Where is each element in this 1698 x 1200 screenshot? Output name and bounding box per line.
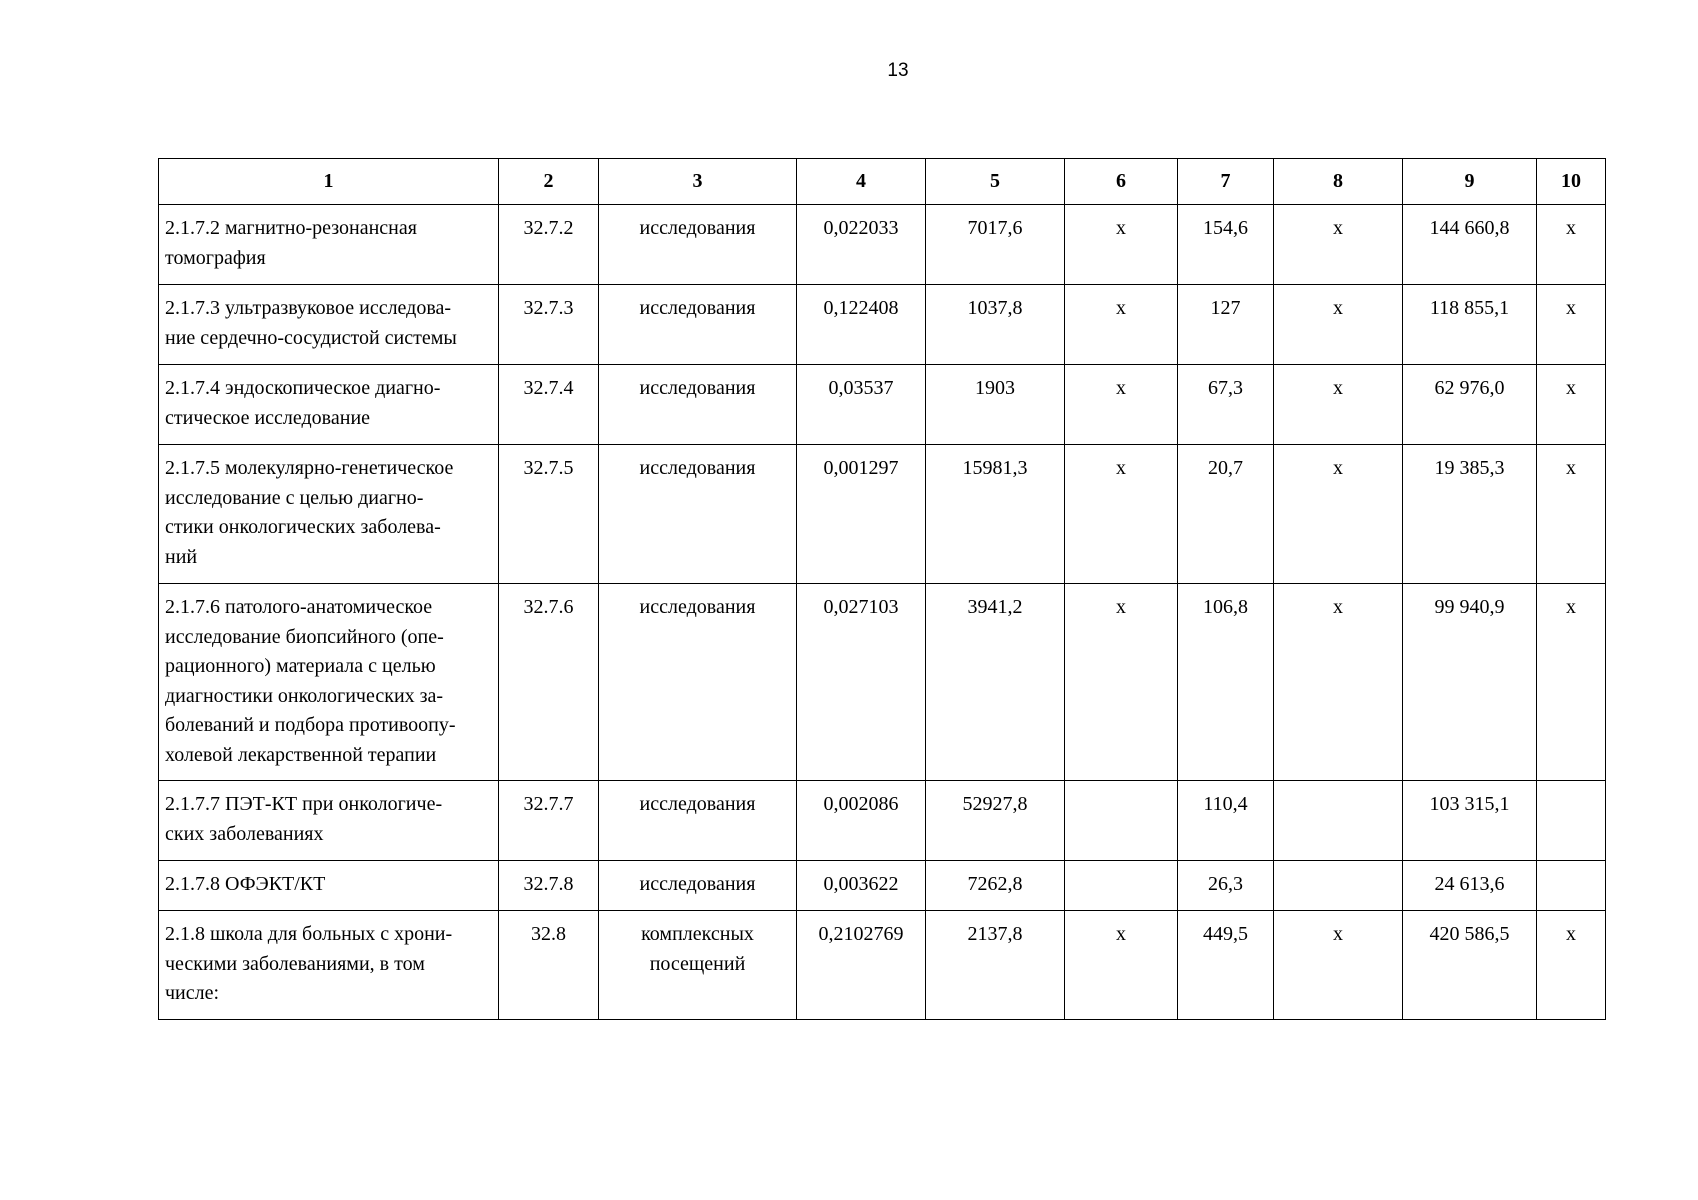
table-row [159, 861, 1606, 911]
row-code-cell: 32.7.6 [499, 584, 599, 781]
row-col9-cell: 103 315,1 [1403, 781, 1537, 861]
row-name-cell: 2.1.7.7 ПЭТ-КТ при онкологиче- ских заболеваниях [159, 781, 499, 861]
row-col10-cell [1537, 781, 1606, 861]
row-col8-cell: х [1274, 445, 1403, 584]
table-row [159, 911, 1606, 1020]
row-name-cell: 2.1.7.2 магнитно-резонансная томография [159, 205, 499, 285]
row-col5-cell: 1903 [926, 365, 1065, 445]
row-col7-cell: 67,3 [1178, 365, 1274, 445]
row-col7-cell: 127 [1178, 285, 1274, 365]
row-unit-cell: исследования [599, 861, 797, 911]
row-col5-cell: 7262,8 [926, 861, 1065, 911]
row-unit-cell: исследования [599, 445, 797, 584]
column-header: 3 [599, 159, 797, 205]
header-row [159, 159, 1606, 205]
row-unit-cell: исследования [599, 205, 797, 285]
row-col7-cell: 449,5 [1178, 911, 1274, 1020]
row-col8-cell [1274, 861, 1403, 911]
row-col8-cell: х [1274, 285, 1403, 365]
row-col6-cell: х [1065, 285, 1178, 365]
row-col8-cell: х [1274, 205, 1403, 285]
column-header: 5 [926, 159, 1065, 205]
row-unit-cell: исследования [599, 285, 797, 365]
column-header: 10 [1537, 159, 1606, 205]
row-col10-cell [1537, 861, 1606, 911]
row-col4-cell: 0,027103 [797, 584, 926, 781]
column-header: 6 [1065, 159, 1178, 205]
row-col6-cell: х [1065, 365, 1178, 445]
column-header: 4 [797, 159, 926, 205]
row-col7-cell: 26,3 [1178, 861, 1274, 911]
column-header: 8 [1274, 159, 1403, 205]
row-code-cell: 32.8 [499, 911, 599, 1020]
row-col4-cell: 0,022033 [797, 205, 926, 285]
table-row [159, 205, 1606, 285]
row-col10-cell: х [1537, 205, 1606, 285]
row-col8-cell: х [1274, 911, 1403, 1020]
row-col6-cell: х [1065, 584, 1178, 781]
row-unit-cell: исследования [599, 781, 797, 861]
row-col7-cell: 154,6 [1178, 205, 1274, 285]
row-col4-cell: 0,122408 [797, 285, 926, 365]
row-col5-cell: 52927,8 [926, 781, 1065, 861]
row-code-cell: 32.7.8 [499, 861, 599, 911]
row-col8-cell: х [1274, 365, 1403, 445]
row-col9-cell: 24 613,6 [1403, 861, 1537, 911]
page-number: 13 [887, 60, 909, 81]
row-col6-cell: х [1065, 445, 1178, 584]
row-col7-cell: 106,8 [1178, 584, 1274, 781]
row-col10-cell: х [1537, 584, 1606, 781]
column-header: 2 [499, 159, 599, 205]
row-col5-cell: 1037,8 [926, 285, 1065, 365]
row-col10-cell: х [1537, 285, 1606, 365]
row-name-cell: 2.1.8 школа для больных с хрони- ческими заболеваниями, в том числе: [159, 911, 499, 1020]
table-row [159, 584, 1606, 781]
row-col5-cell: 7017,6 [926, 205, 1065, 285]
row-code-cell: 32.7.7 [499, 781, 599, 861]
row-unit-cell: исследования [599, 365, 797, 445]
row-col6-cell: х [1065, 205, 1178, 285]
row-col9-cell: 62 976,0 [1403, 365, 1537, 445]
row-col4-cell: 0,003622 [797, 861, 926, 911]
row-col6-cell: х [1065, 911, 1178, 1020]
row-code-cell: 32.7.2 [499, 205, 599, 285]
row-col4-cell: 0,03537 [797, 365, 926, 445]
row-name-cell: 2.1.7.3 ультразвуковое исследова- ние сердечно-сосудистой системы [159, 285, 499, 365]
table-row [159, 781, 1606, 861]
row-unit-cell: исследования [599, 584, 797, 781]
row-col10-cell: х [1537, 365, 1606, 445]
row-col6-cell [1065, 781, 1178, 861]
column-header: 1 [159, 159, 499, 205]
row-col8-cell [1274, 781, 1403, 861]
row-col9-cell: 99 940,9 [1403, 584, 1537, 781]
row-col5-cell: 3941,2 [926, 584, 1065, 781]
row-code-cell: 32.7.4 [499, 365, 599, 445]
row-col10-cell: х [1537, 445, 1606, 584]
row-col9-cell: 420 586,5 [1403, 911, 1537, 1020]
column-header: 7 [1178, 159, 1274, 205]
row-code-cell: 32.7.3 [499, 285, 599, 365]
row-col10-cell: х [1537, 911, 1606, 1020]
row-col9-cell: 19 385,3 [1403, 445, 1537, 584]
table-row [159, 365, 1606, 445]
row-name-cell: 2.1.7.8 ОФЭКТ/КТ [159, 861, 499, 911]
row-col5-cell: 15981,3 [926, 445, 1065, 584]
row-col7-cell: 20,7 [1178, 445, 1274, 584]
column-header: 9 [1403, 159, 1537, 205]
row-name-cell: 2.1.7.5 молекулярно-генетическое исследование с целью диагно- стики онкологических заболева- ний [159, 445, 499, 584]
row-col9-cell: 118 855,1 [1403, 285, 1537, 365]
row-col4-cell: 0,001297 [797, 445, 926, 584]
table-row [159, 445, 1606, 584]
row-col4-cell: 0,2102769 [797, 911, 926, 1020]
table-row [159, 285, 1606, 365]
row-col8-cell: х [1274, 584, 1403, 781]
row-col9-cell: 144 660,8 [1403, 205, 1537, 285]
row-unit-cell: комплексных посещений [599, 911, 797, 1020]
row-name-cell: 2.1.7.4 эндоскопическое диагно- стическое исследование [159, 365, 499, 445]
row-col7-cell: 110,4 [1178, 781, 1274, 861]
row-name-cell: 2.1.7.6 патолого-анатомическое исследование биопсийного (опе- рационного) материала с целью диагностики онкологических за- болеваний и подбора противоопу- холевой лекарственной терапии [159, 584, 499, 781]
data-table [158, 158, 1606, 1020]
row-col6-cell [1065, 861, 1178, 911]
row-col5-cell: 2137,8 [926, 911, 1065, 1020]
row-code-cell: 32.7.5 [499, 445, 599, 584]
row-col4-cell: 0,002086 [797, 781, 926, 861]
